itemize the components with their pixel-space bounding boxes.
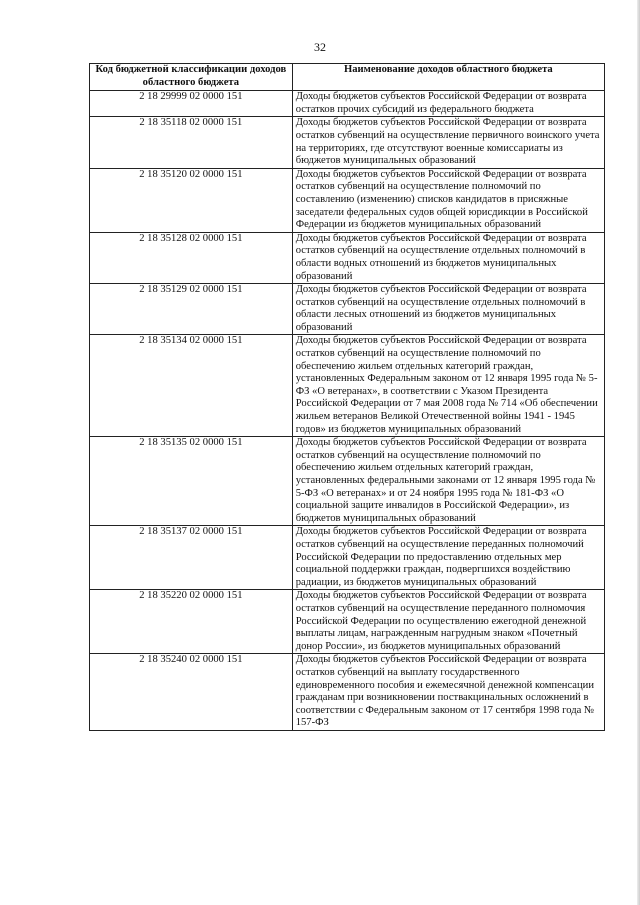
budget-classification-table — [89, 63, 605, 731]
table-row — [90, 437, 605, 526]
budget-code-cell: 2 18 35128 02 0000 151 — [90, 232, 293, 283]
income-name-cell: Доходы бюджетов субъектов Российской Федерации от возврата остатков субвенций на выплату государственного единовременного пособия и ежемесячной денежной компенсации гражданам при возникновении поствакцинальных осложнений в соответствии с Федеральным законом от 17 сентября 1998 года № 157-ФЗ — [292, 654, 604, 731]
table-row — [90, 91, 605, 117]
income-name-cell: Доходы бюджетов субъектов Российской Федерации от возврата остатков субвенций на осуществление отдельных полномочий в области лесных отношений из бюджетов муниципальных образований — [292, 284, 604, 335]
page-number: 32 — [314, 40, 326, 54]
table-header-row — [90, 64, 605, 91]
header-code: Код бюджетной классификации доходов областного бюджета — [90, 64, 293, 91]
budget-code-cell: 2 18 35129 02 0000 151 — [90, 284, 293, 335]
budget-code-cell: 2 18 35135 02 0000 151 — [90, 437, 293, 526]
table-row — [90, 117, 605, 168]
income-name-cell: Доходы бюджетов субъектов Российской Федерации от возврата остатков прочих субсидий из федерального бюджета — [292, 91, 604, 117]
budget-code-cell: 2 18 35120 02 0000 151 — [90, 168, 293, 232]
budget-code-cell: 2 18 35137 02 0000 151 — [90, 526, 293, 590]
budget-code-cell: 2 18 29999 02 0000 151 — [90, 91, 293, 117]
income-name-cell: Доходы бюджетов субъектов Российской Федерации от возврата остатков субвенций на осуществление полномочий по обеспечению жильем отдельных категорий граждан, установленных Федеральным законом от 12 января 1995 года № 5-ФЗ «О ветеранах», в соответствии с Указом Президента Российской Федерации от 7 мая 2008 года № 714 «Об обеспечении жильем ветеранов Великой Отечественной войны 1941 - 1945 годов» из бюджетов муниципальных образований — [292, 335, 604, 437]
budget-code-cell: 2 18 35118 02 0000 151 — [90, 117, 293, 168]
income-name-cell: Доходы бюджетов субъектов Российской Федерации от возврата остатков субвенций на осуществление переданных полномочий Российской Федерации по предоставлению отдельных мер социальной поддержки граждан, подвергшихся воздействию радиации, из бюджетов муниципальных образований — [292, 526, 604, 590]
income-name-cell: Доходы бюджетов субъектов Российской Федерации от возврата остатков субвенций на осуществление полномочий по обеспечению жильем отдельных категорий граждан, установленных федеральными законами от 12 января 1995 года № 5-ФЗ «О ветеранах» и от 24 ноября 1995 года № 181-ФЗ «О социальной защите инвалидов в Российской Федерации», из бюджетов муниципальных образований — [292, 437, 604, 526]
income-name-cell: Доходы бюджетов субъектов Российской Федерации от возврата остатков субвенций на осуществление отдельных полномочий в области водных отношений из бюджетов муниципальных образований — [292, 232, 604, 283]
header-name: Наименование доходов областного бюджета — [292, 64, 604, 91]
budget-code-cell: 2 18 35134 02 0000 151 — [90, 335, 293, 437]
table-row — [90, 232, 605, 283]
income-name-cell: Доходы бюджетов субъектов Российской Федерации от возврата остатков субвенций на осуществление первичного воинского учета на территориях, где отсутствуют военные комиссариаты из бюджетов муниципальных образований — [292, 117, 604, 168]
income-name-cell: Доходы бюджетов субъектов Российской Федерации от возврата остатков субвенций на осуществление полномочий по составлению (изменению) списков кандидатов в присяжные заседатели федеральных судов общей юрисдикции в Российской Федерации из бюджетов муниципальных образований — [292, 168, 604, 232]
budget-code-cell: 2 18 35240 02 0000 151 — [90, 654, 293, 731]
table-row — [90, 590, 605, 654]
table-row — [90, 335, 605, 437]
table-row — [90, 284, 605, 335]
budget-code-cell: 2 18 35220 02 0000 151 — [90, 590, 293, 654]
table-row — [90, 168, 605, 232]
income-name-cell: Доходы бюджетов субъектов Российской Федерации от возврата остатков субвенций на осуществление переданного полномочия Российской Федерации по осуществлению ежегодной денежной выплаты лицам, награжденным нагрудным знаком «Почетный донор России», из бюджетов муниципальных образований — [292, 590, 604, 654]
table-row — [90, 526, 605, 590]
table-row — [90, 654, 605, 731]
